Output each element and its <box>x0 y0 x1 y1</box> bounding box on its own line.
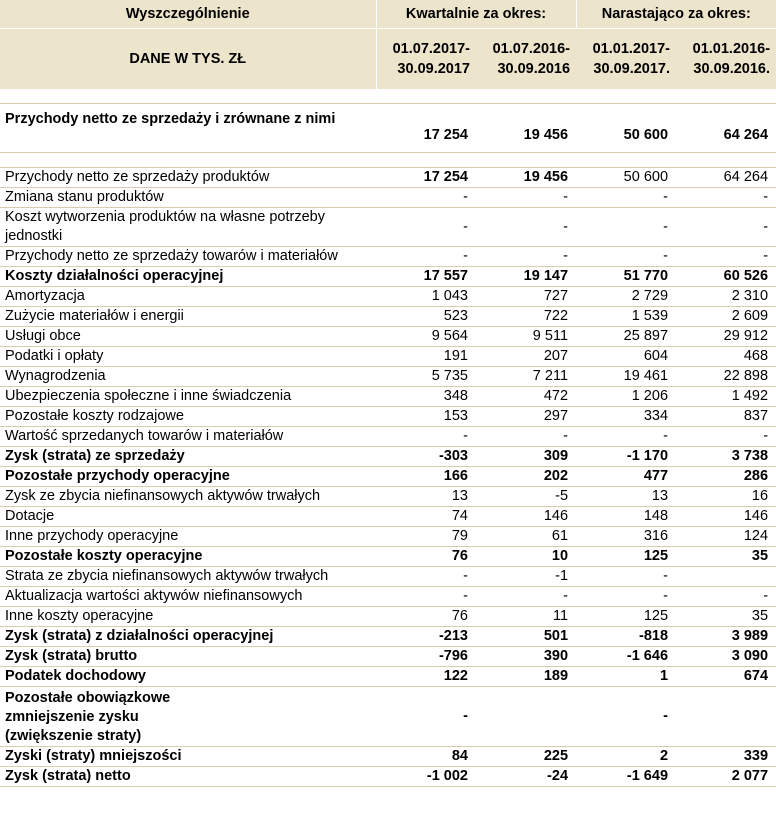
cell-value: - <box>476 208 576 247</box>
row-label: Wynagrodzenia <box>0 367 376 387</box>
cell-value: - <box>376 427 476 447</box>
row-label: Zyski (straty) mniejszości <box>0 747 376 767</box>
cell-value: 9 511 <box>476 327 576 347</box>
cell-value: 2 077 <box>676 767 776 787</box>
cell-value <box>676 567 776 587</box>
row-label: Zysk (strata) netto <box>0 767 376 787</box>
cell-value: 1 492 <box>676 387 776 407</box>
table-row <box>0 687 776 747</box>
cell-value: 19 147 <box>476 267 576 287</box>
cell-value: 60 526 <box>676 267 776 287</box>
row-label: Zysk (strata) z działalności operacyjnej <box>0 627 376 647</box>
cell-value: 125 <box>576 607 676 627</box>
row-label: Koszt wytworzenia produktów na własne potrzeby jednostki <box>0 208 376 247</box>
cell-value: 35 <box>676 607 776 627</box>
table-row <box>0 527 776 547</box>
table-row <box>0 427 776 447</box>
cell-value: 2 609 <box>676 307 776 327</box>
cell-value: - <box>576 687 676 747</box>
column-group-quarterly: Kwartalnie za okres: <box>376 0 576 29</box>
row-label: Pozostałe koszty rodzajowe <box>0 407 376 427</box>
cell-value: -818 <box>576 627 676 647</box>
cell-value: 13 <box>376 487 476 507</box>
row-label: Inne koszty operacyjne <box>0 607 376 627</box>
cell-value: 16 <box>676 487 776 507</box>
cell-value: - <box>376 188 476 208</box>
cell-value: 64 264 <box>676 168 776 188</box>
cell-value: 61 <box>476 527 576 547</box>
cell-value: 604 <box>576 347 676 367</box>
table-row <box>0 188 776 208</box>
row-label: Dotacje <box>0 507 376 527</box>
cell-value: - <box>676 247 776 267</box>
cell-value: - <box>576 247 676 267</box>
cell-value: 316 <box>576 527 676 547</box>
cell-value: 148 <box>576 507 676 527</box>
table-row <box>0 247 776 267</box>
cell-value: 1 043 <box>376 287 476 307</box>
cell-value: 309 <box>476 447 576 467</box>
cell-value: - <box>376 687 476 747</box>
cell-value: 191 <box>376 347 476 367</box>
cell-value: 13 <box>576 487 676 507</box>
row-label: Aktualizacja wartości aktywów niefinansowych <box>0 587 376 607</box>
cell-value: 76 <box>376 607 476 627</box>
cell-value: 7 211 <box>476 367 576 387</box>
table-row <box>0 208 776 247</box>
table-row <box>0 307 776 327</box>
cell-value: 29 912 <box>676 327 776 347</box>
period-header: 01.01.2017- 30.09.2017. <box>576 29 676 90</box>
cell-value: 64 264 <box>676 104 776 153</box>
cell-value: - <box>576 208 676 247</box>
cell-value: 722 <box>476 307 576 327</box>
cell-value: 9 564 <box>376 327 476 347</box>
row-label: Pozostałe koszty operacyjne <box>0 547 376 567</box>
cell-value <box>476 687 576 747</box>
cell-value: 153 <box>376 407 476 427</box>
cell-value: 3 738 <box>676 447 776 467</box>
column-header-label: Wyszczególnienie <box>0 0 376 29</box>
table-row <box>0 567 776 587</box>
cell-value: 348 <box>376 387 476 407</box>
cell-value: - <box>476 587 576 607</box>
cell-value: -5 <box>476 487 576 507</box>
cell-value: - <box>376 247 476 267</box>
row-label: Przychody netto ze sprzedaży produktów <box>0 168 376 188</box>
table-row <box>0 267 776 287</box>
cell-value: 2 <box>576 747 676 767</box>
cell-value: 189 <box>476 667 576 687</box>
cell-value: -796 <box>376 647 476 667</box>
cell-value: 35 <box>676 547 776 567</box>
row-label: Zużycie materiałów i energii <box>0 307 376 327</box>
cell-value: 76 <box>376 547 476 567</box>
cell-value: 2 310 <box>676 287 776 307</box>
cell-value: 1 <box>576 667 676 687</box>
table-row <box>0 407 776 427</box>
cell-value: 472 <box>476 387 576 407</box>
cell-value: 225 <box>476 747 576 767</box>
cell-value: -303 <box>376 447 476 467</box>
cell-value: -1 002 <box>376 767 476 787</box>
cell-value: -1 170 <box>576 447 676 467</box>
cell-value: 207 <box>476 347 576 367</box>
table-row <box>0 667 776 687</box>
cell-value: 334 <box>576 407 676 427</box>
table-row <box>0 747 776 767</box>
cell-value: 50 600 <box>576 104 676 153</box>
cell-value: - <box>476 188 576 208</box>
row-label: Usługi obce <box>0 327 376 347</box>
cell-value: 19 456 <box>476 168 576 188</box>
cell-value: - <box>576 587 676 607</box>
table-row <box>0 607 776 627</box>
cell-value: -1 649 <box>576 767 676 787</box>
cell-value: - <box>576 567 676 587</box>
cell-value: - <box>676 208 776 247</box>
cell-value: 523 <box>376 307 476 327</box>
table-row <box>0 767 776 787</box>
table-row <box>0 168 776 188</box>
cell-value: 50 600 <box>576 168 676 188</box>
cell-value: 674 <box>676 667 776 687</box>
cell-value: 3 090 <box>676 647 776 667</box>
cell-value: 477 <box>576 467 676 487</box>
cell-value: - <box>476 427 576 447</box>
period-header: 01.01.2016- 30.09.2016. <box>676 29 776 90</box>
cell-value: 51 770 <box>576 267 676 287</box>
table-row <box>0 487 776 507</box>
cell-value <box>676 687 776 747</box>
cell-value: 2 729 <box>576 287 676 307</box>
cell-value: 339 <box>676 747 776 767</box>
table-row <box>0 547 776 567</box>
cell-value: 5 735 <box>376 367 476 387</box>
cell-value: -24 <box>476 767 576 787</box>
cell-value: - <box>476 247 576 267</box>
cell-value: 122 <box>376 667 476 687</box>
cell-value: 19 456 <box>476 104 576 153</box>
table-row <box>0 647 776 667</box>
cell-value: -1 646 <box>576 647 676 667</box>
row-label: Zmiana stanu produktów <box>0 188 376 208</box>
cell-value: 837 <box>676 407 776 427</box>
cell-value: - <box>376 587 476 607</box>
cell-value: - <box>376 567 476 587</box>
unit-label: DANE W TYS. ZŁ <box>0 29 376 90</box>
table-row <box>0 387 776 407</box>
row-label: Przychody netto ze sprzedaży i zrównane z nimi <box>0 104 376 153</box>
cell-value: -213 <box>376 627 476 647</box>
table-row <box>0 447 776 467</box>
cell-value: - <box>576 188 676 208</box>
cell-value: 79 <box>376 527 476 547</box>
row-label: Amortyzacja <box>0 287 376 307</box>
column-group-cumulative: Narastająco za okres: <box>576 0 776 29</box>
cell-value: 11 <box>476 607 576 627</box>
row-label: Inne przychody operacyjne <box>0 527 376 547</box>
cell-value: 22 898 <box>676 367 776 387</box>
cell-value: 1 539 <box>576 307 676 327</box>
cell-value: - <box>576 427 676 447</box>
cell-value: - <box>376 208 476 247</box>
period-header: 01.07.2017- 30.09.2017 <box>376 29 476 90</box>
row-label: Podatek dochodowy <box>0 667 376 687</box>
cell-value: -1 <box>476 567 576 587</box>
cell-value: 501 <box>476 627 576 647</box>
row-label: Zysk (strata) brutto <box>0 647 376 667</box>
cell-value: - <box>676 188 776 208</box>
row-label: Pozostałe przychody operacyjne <box>0 467 376 487</box>
cell-value: 3 989 <box>676 627 776 647</box>
table-row <box>0 587 776 607</box>
row-label: Strata ze zbycia niefinansowych aktywów trwałych <box>0 567 376 587</box>
cell-value: 17 254 <box>376 168 476 188</box>
cell-value: 166 <box>376 467 476 487</box>
period-header: 01.07.2016- 30.09.2016 <box>476 29 576 90</box>
table-row <box>0 327 776 347</box>
table-row <box>0 347 776 367</box>
row-label: Ubezpieczenia społeczne i inne świadczenia <box>0 387 376 407</box>
cell-value: 17 254 <box>376 104 476 153</box>
table-row <box>0 467 776 487</box>
cell-value: 125 <box>576 547 676 567</box>
cell-value: 124 <box>676 527 776 547</box>
row-label: Przychody netto ze sprzedaży towarów i materiałów <box>0 247 376 267</box>
table-row <box>0 367 776 387</box>
cell-value: 25 897 <box>576 327 676 347</box>
cell-value: 10 <box>476 547 576 567</box>
cell-value: - <box>676 587 776 607</box>
cell-value: 727 <box>476 287 576 307</box>
row-label: Zysk (strata) ze sprzedaży <box>0 447 376 467</box>
row-label: Pozostałe obowiązkowe zmniejszenie zysku (zwiększenie straty) <box>0 687 376 747</box>
row-label: Podatki i opłaty <box>0 347 376 367</box>
cell-value: 297 <box>476 407 576 427</box>
cell-value: 74 <box>376 507 476 527</box>
row-label: Wartość sprzedanych towarów i materiałów <box>0 427 376 447</box>
cell-value: 202 <box>476 467 576 487</box>
cell-value: 1 206 <box>576 387 676 407</box>
table-row <box>0 627 776 647</box>
cell-value: 146 <box>676 507 776 527</box>
cell-value: 390 <box>476 647 576 667</box>
table-row <box>0 287 776 307</box>
row-label: Zysk ze zbycia niefinansowych aktywów trwałych <box>0 487 376 507</box>
row-label: Koszty działalności operacyjnej <box>0 267 376 287</box>
cell-value: - <box>676 427 776 447</box>
cell-value: 17 557 <box>376 267 476 287</box>
table-row <box>0 104 776 153</box>
cell-value: 468 <box>676 347 776 367</box>
cell-value: 286 <box>676 467 776 487</box>
cell-value: 19 461 <box>576 367 676 387</box>
cell-value: 146 <box>476 507 576 527</box>
table-row <box>0 507 776 527</box>
cell-value: 84 <box>376 747 476 767</box>
